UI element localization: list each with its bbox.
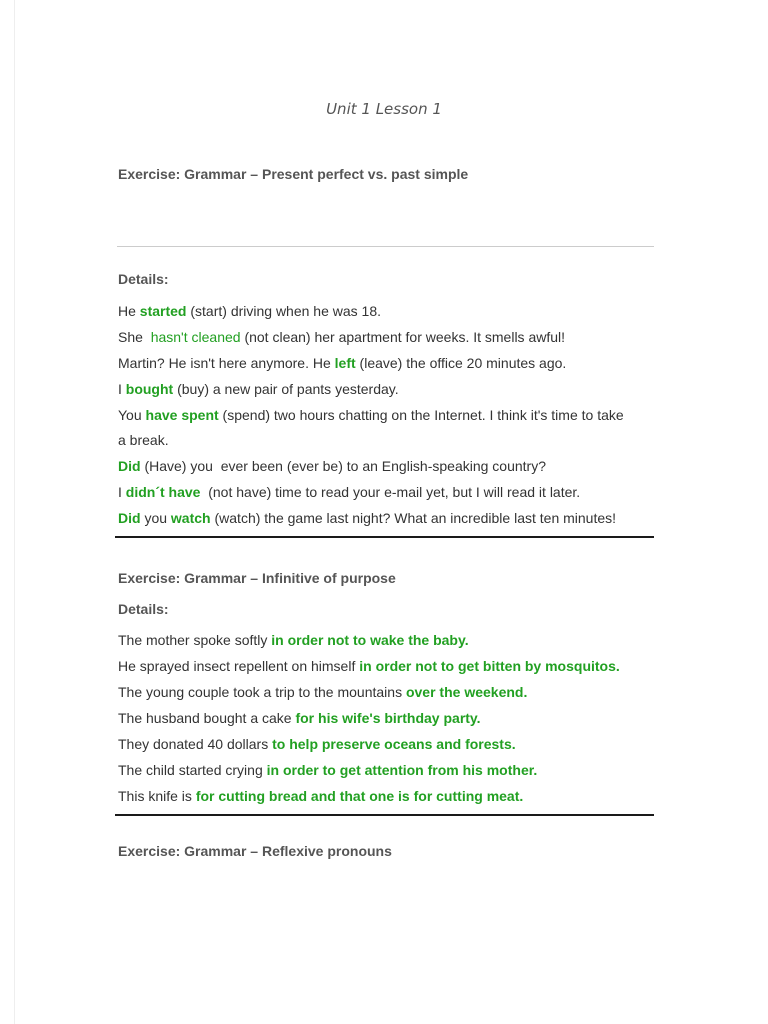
exercise-line: He started (start) driving when he was 18.	[118, 303, 382, 319]
answer: watch	[170, 510, 211, 526]
section-heading: Exercise: Grammar – Infinitive of purpose	[118, 570, 396, 586]
exercise-line: The husband bought a cake for his wife's birthday party.	[118, 710, 481, 726]
divider	[117, 246, 654, 247]
answer: hasn't cleaned	[150, 329, 241, 345]
answer: left	[334, 355, 356, 371]
answer: Did	[118, 458, 141, 474]
answer: for cutting bread and that one is for cutting meat.	[195, 788, 524, 804]
section-heading: Exercise: Grammar – Reflexive pronouns	[118, 843, 392, 859]
answer: for his wife's birthday party.	[295, 710, 481, 726]
answer: Did	[118, 510, 141, 526]
exercise-line: They donated 40 dollars to help preserve oceans and forests.	[118, 736, 516, 752]
exercise-line: I didn´t have (not have) time to read your e-mail yet, but I will read it later.	[118, 484, 581, 500]
exercise-line: Martin? He isn't here anymore. He left (leave) the office 20 minutes ago.	[118, 355, 567, 371]
section-divider	[115, 814, 654, 816]
exercise-line: Did you watch (watch) the game last night? What an incredible last ten minutes!	[118, 510, 617, 526]
exercise-line: I bought (buy) a new pair of pants yesterday.	[118, 381, 399, 397]
answer: in order to get attention from his mother.	[266, 762, 538, 778]
answer: over the weekend.	[405, 684, 528, 700]
exercise-line: She hasn't cleaned (not clean) her apartment for weeks. It smells awful!	[118, 329, 566, 345]
answer: in order not to wake the baby.	[271, 632, 469, 648]
answer: have spent	[145, 407, 219, 423]
details-label: Details:	[118, 601, 169, 617]
exercise-line: The child started crying in order to get attention from his mother.	[118, 762, 538, 778]
exercise-line: He sprayed insect repellent on himself in order not to get bitten by mosquitos.	[118, 658, 620, 674]
answer: to help preserve oceans and forests.	[272, 736, 516, 752]
answer: didn´t have	[125, 484, 201, 500]
answer: in order not to get bitten by mosquitos.	[359, 658, 620, 674]
page-title: Unit 1 Lesson 1	[326, 100, 442, 118]
section-divider	[115, 536, 654, 538]
section-heading: Exercise: Grammar – Present perfect vs. past simple	[118, 166, 469, 182]
exercise-line: Did (Have) you ever been (ever be) to an English-speaking country?	[118, 458, 547, 474]
exercise-line: a break.	[118, 432, 169, 448]
answer: started	[139, 303, 187, 319]
answer: bought	[125, 381, 174, 397]
exercise-line: This knife is for cutting bread and that one is for cutting meat.	[118, 788, 524, 804]
exercise-line: You have spent (spend) two hours chatting on the Internet. I think it's time to take	[118, 407, 624, 423]
exercise-line: The mother spoke softly in order not to wake the baby.	[118, 632, 469, 648]
details-label: Details:	[118, 271, 169, 287]
page-edge	[14, 0, 15, 1024]
exercise-line: The young couple took a trip to the mountains over the weekend.	[118, 684, 528, 700]
